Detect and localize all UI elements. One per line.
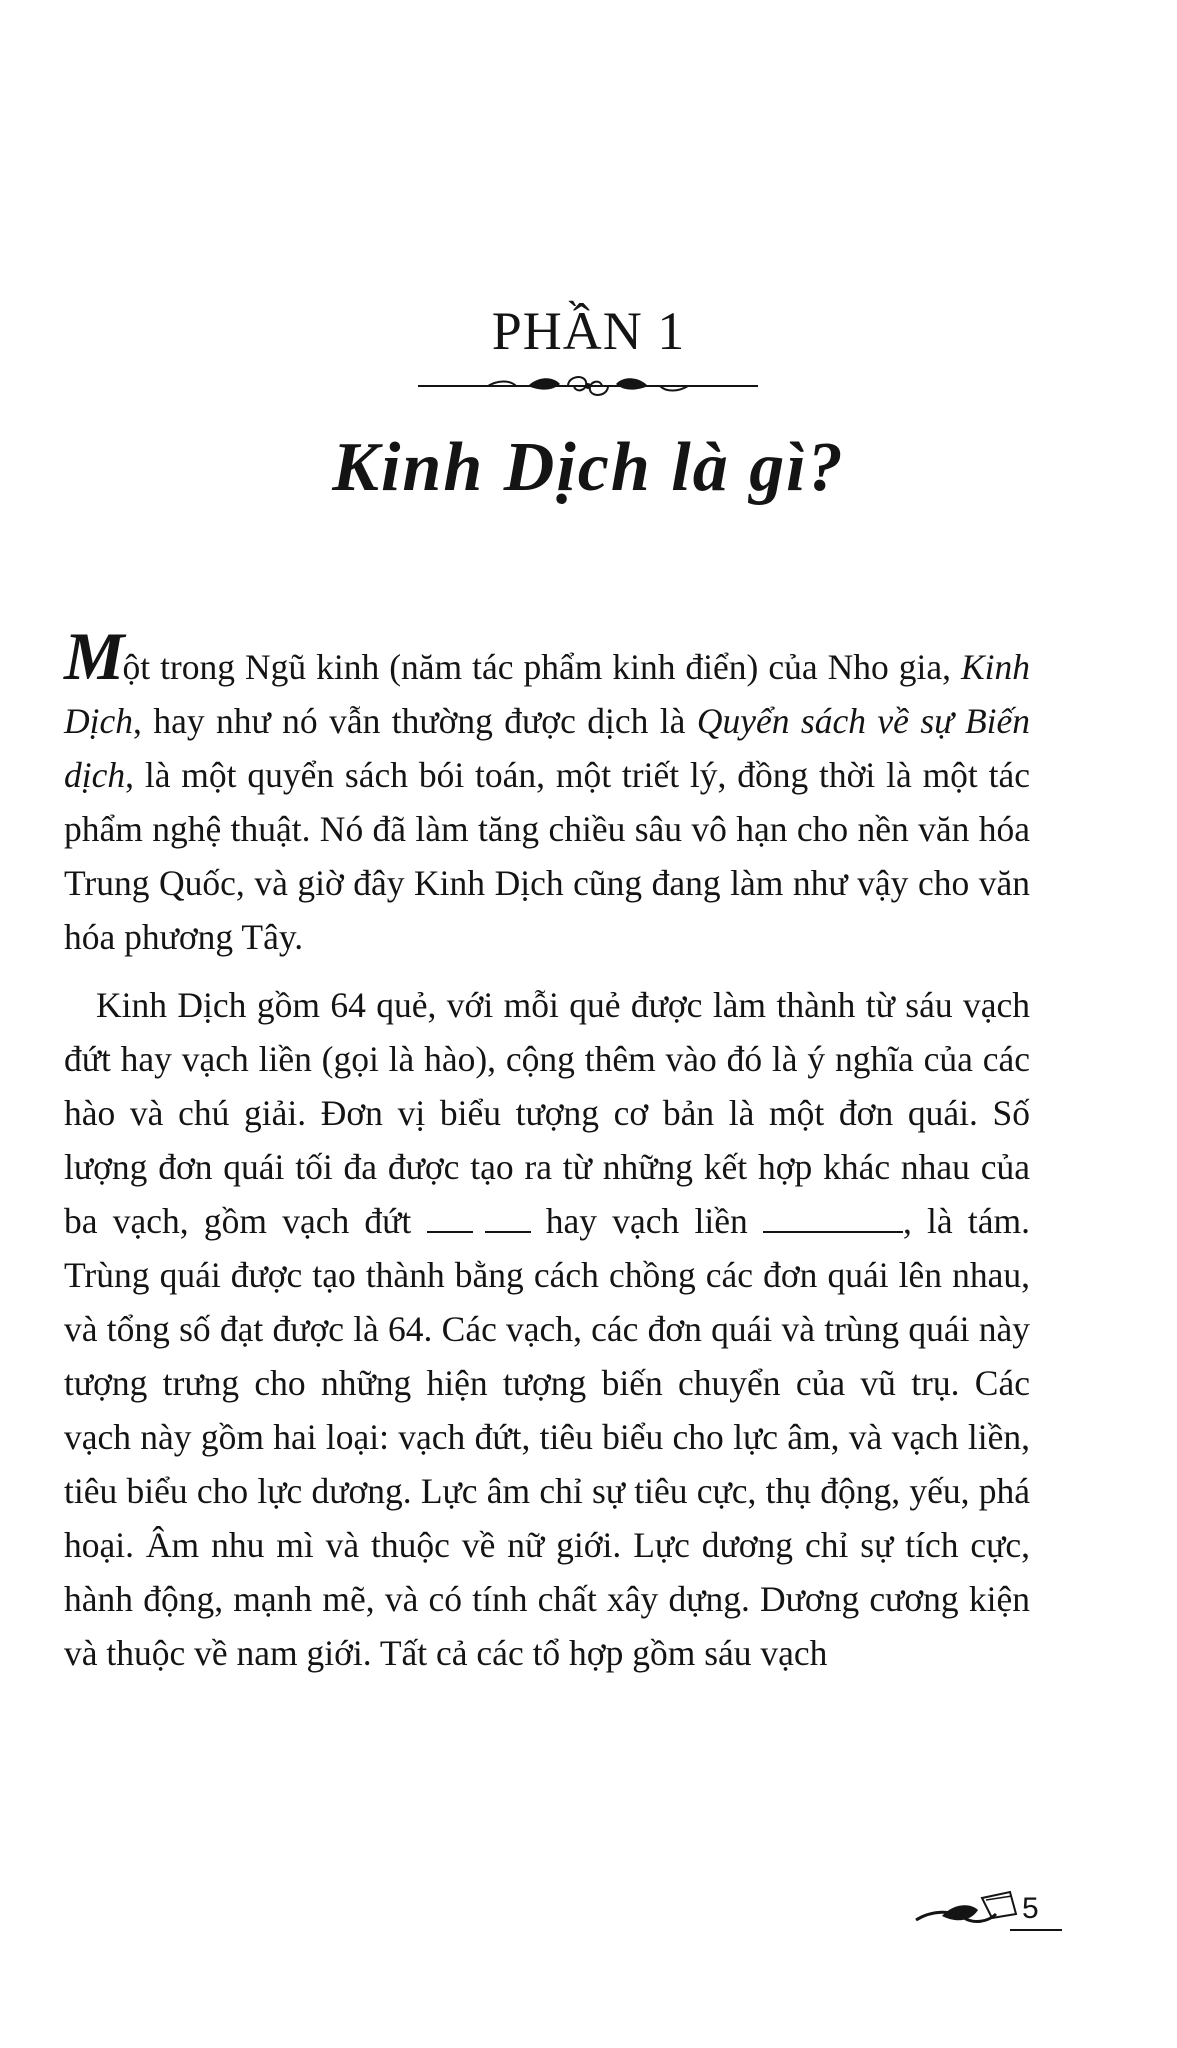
paragraph-1-rest: , là một quyển sách bói toán, một triết lý, đồng thời là một tác phẩm nghệ thuật. Nó đã làm tăng chiều sâu vô hạn cho nền văn hóa Trung Quốc, và giờ đây Kinh Dịch cũng đang làm như vậy cho văn hóa phương Tây. (64, 755, 1030, 957)
paragraph-1-intro: ột trong Ngũ kinh (năm tác phẩm kinh điển) của Nho gia, (122, 647, 961, 687)
paragraph-2-start: Kinh Dịch gồm 64 quẻ, với mỗi quẻ được làm thành từ sáu vạch đứt hay vạch liền (gọi là hào), cộng thêm vào đó là ý nghĩa của các hào và chú giải. Đơn vị biểu tượng cơ bản là một đơn quái. Số lượng đơn quái tối đa được tạo ra từ những kết hợp khác nhau của ba vạch, gồm vạch đứt (64, 985, 1030, 1241)
paragraph-2-between: hay vạch liền (530, 1201, 763, 1241)
book-title-italic: Kinh Dịch (64, 647, 1030, 741)
book-subtitle-italic: Quyển sách về sự Biến dịch (64, 701, 1031, 795)
paragraph-1 (64, 618, 1031, 964)
broken-line-icon (427, 1203, 531, 1233)
paragraph-2 (64, 978, 1030, 1680)
flourish-divider-icon (418, 370, 758, 404)
solid-line-icon (763, 1201, 903, 1233)
page-footer (912, 1888, 1062, 1938)
part-heading: PHẦN 1 (491, 301, 686, 361)
scroll-ornament-icon (912, 1888, 1062, 1938)
paragraph-2-rest: , là tám. Trùng quái được tạo thành bằng cách chồng các đơn quái lên nhau, và tổng số đạt được là 64. Các vạch, các đơn quái và trùng quái này tượng trưng cho những hiện tượng biến chuyển của vũ trụ. Các vạch này gồm hai loại: vạch đứt, tiêu biểu cho lực âm, và vạch liền, tiêu biểu cho lực dương. Lực âm chỉ sự tiêu cực, thụ động, yếu, phá hoại. Âm nhu mì và thuộc về nữ giới. Lực dương chỉ sự tích cực, hành động, mạnh mẽ, và có tính chất xây dựng. Dương cương kiện và thuộc về nam giới. Tất cả các tổ hợp gồm sáu vạch (64, 1201, 1030, 1673)
paragraph-1-middle: , hay như nó vẫn thường được dịch là (133, 701, 697, 741)
page-number: 5 (1022, 1892, 1039, 1925)
chapter-title: Kinh Dịch là gì? (332, 429, 845, 506)
body-text (64, 618, 1031, 1680)
drop-cap: M (64, 618, 123, 694)
